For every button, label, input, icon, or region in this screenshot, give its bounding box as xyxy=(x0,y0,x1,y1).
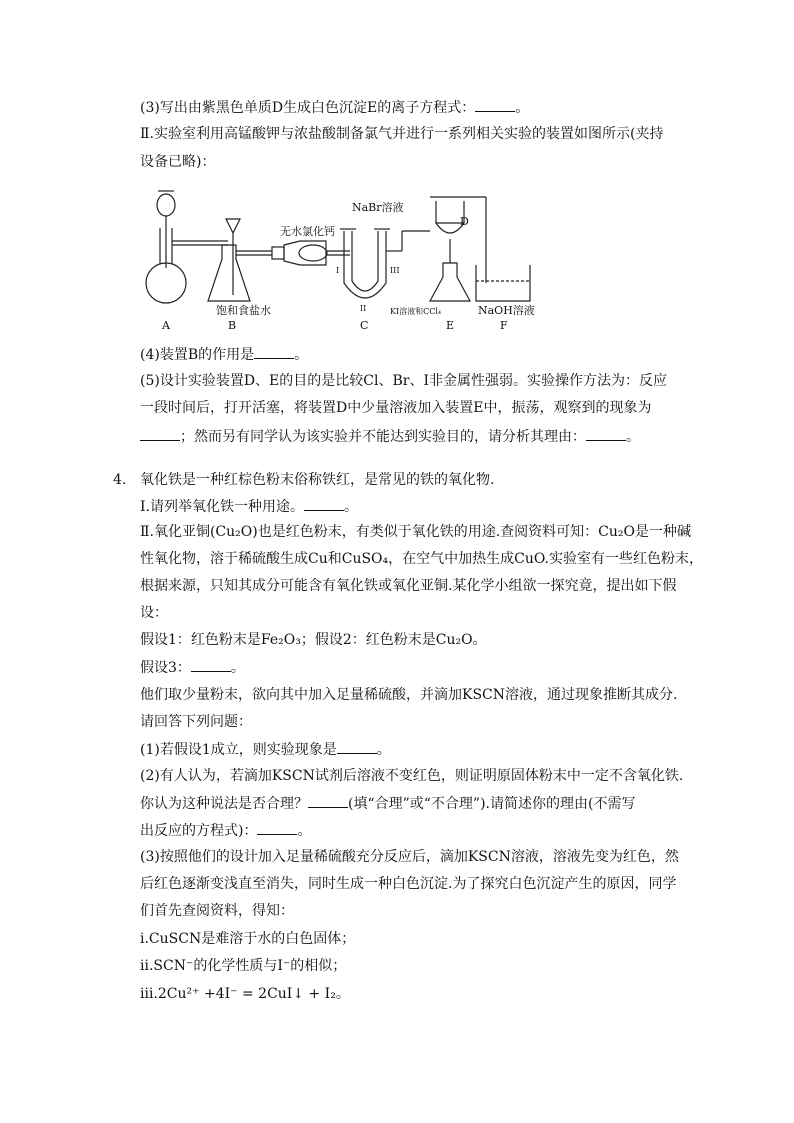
label-ki: KI溶液和CCl₄ xyxy=(390,307,442,316)
q3-part5-line1: (5)设计实验装置D、E的目的是比较Cl、Br、I非金属性强弱。实验操作方法为：反应 xyxy=(140,373,667,389)
q4-partII-line4: 设： xyxy=(140,605,168,621)
apparatus-E-flask xyxy=(430,263,470,301)
q4-intro: 氧化铁是一种红棕色粉末俗称铁红，是常见的铁的氧化物. xyxy=(140,472,495,488)
q3-partII-line2: 设备已略)： xyxy=(140,154,216,170)
q4-partII-line2: 性氧化物，溶于稀硫酸生成Cu和CuSO₄，在空气中加热生成CuO.实验室有一些红色粉末， xyxy=(140,551,703,567)
label-B: B xyxy=(228,319,237,332)
q4-sub2-end: 。 xyxy=(297,823,312,839)
q4-ask: 请回答下列问题： xyxy=(140,714,252,730)
label-D: D xyxy=(460,215,469,228)
q4-sub2-line3 xyxy=(140,820,311,841)
q3-part3-text: (3)写出由紫黑色单质D生成白色沉淀E的离子方程式： xyxy=(140,100,476,116)
q4-sub1-text: (1)若假设1成立，则实验现象是 xyxy=(140,742,337,758)
drying-tube xyxy=(272,241,350,265)
q4-hyp3-end: 。 xyxy=(230,660,245,676)
q3-partII-line1: Ⅱ.实验室利用高锰酸钾与浓盐酸制备氯气并进行一系列相关实验的装置如图所示(夹持 xyxy=(140,126,664,142)
answer-blank[interactable] xyxy=(586,426,626,441)
label-port-II: II xyxy=(360,304,367,313)
answer-blank[interactable] xyxy=(191,657,231,672)
q4-partI-end: 。 xyxy=(343,499,358,515)
q3-part4-text: (4)装置B的作用是 xyxy=(140,347,255,363)
apparatus-F-beaker xyxy=(476,265,530,301)
q4-sub2-line1: (2)有人认为，若滴加KSCN试剂后溶液不变红色，则证明原固体粉末中一定不含氧化铁. xyxy=(140,768,684,784)
label-C: C xyxy=(360,319,369,332)
q4-partII-line1: Ⅱ.氧化亚铜(Cu₂O)也是红色粉末，有类似于氧化铁的用途.查阅资料可知：Cu₂O是一种碱 xyxy=(140,524,691,540)
q4-sub2-text: 你认为这种说法是否合理？ xyxy=(140,796,308,812)
apparatus-A-flask xyxy=(146,191,210,303)
q3-part5-line2: 一段时间后，打开活塞，将装置D中少量溶液加入装置E中，振荡，观察到的现象为 xyxy=(140,400,652,416)
label-E: E xyxy=(446,319,455,332)
q4-info-i: ⅰ.CuSCN是难溶于水的白色固体； xyxy=(140,931,356,947)
q4-partI xyxy=(140,496,358,517)
answer-blank[interactable] xyxy=(257,820,297,835)
q4-hyp3-text: 假设3： xyxy=(140,660,191,676)
q4-partII-line3: 根据来源，只知其成分可能含有氧化铁或氧化亚铜.某化学小组欲一探究竟，提出如下假 xyxy=(140,578,677,594)
q3-part5-line3 xyxy=(140,426,640,447)
q4-method: 他们取少量粉末，欲向其中加入足量稀硫酸，并滴加KSCN溶液，通过现象推断其成分. xyxy=(140,687,678,703)
q4-partI-text: Ⅰ.请列举氧化铁一种用途。 xyxy=(140,499,304,515)
answer-blank[interactable] xyxy=(337,739,377,754)
label-naoh: NaOH溶液 xyxy=(478,304,535,317)
q3-part5-text: ；然而另有同学认为该实验并不能达到实验目的，请分析其理由： xyxy=(180,429,586,445)
q3-part5-end: 。 xyxy=(626,429,640,445)
q4-sub2-line2 xyxy=(140,793,635,814)
label-A: A xyxy=(162,319,170,332)
q4-sub3-line1: (3)按照他们的设计加入足量稀硫酸充分反应后，滴加KSCN溶液，溶液先变为红色，然 xyxy=(140,849,679,865)
q4-sub1 xyxy=(140,739,391,760)
q4-info-ii: ⅱ.SCN⁻的化学性质与I⁻的相似； xyxy=(140,958,347,974)
q4-sub2-text2: (填“合理”或“不合理”).请简述你的理由(不需写 xyxy=(348,796,636,812)
q3-part3-end: 。 xyxy=(515,100,530,116)
q4-sub3-line3: 们首先查阅资料，得知： xyxy=(140,903,294,919)
answer-blank[interactable] xyxy=(304,496,344,511)
q3-part4-end: 。 xyxy=(294,347,309,363)
q3-part4 xyxy=(140,344,308,365)
apparatus-B-flask xyxy=(208,219,272,301)
apparatus-D-funnel xyxy=(402,197,486,283)
q4-hypothesis3 xyxy=(140,657,245,678)
label-saline: 饱和食盐水 xyxy=(216,304,271,317)
apparatus-C-u-tube xyxy=(340,229,402,298)
q4-hypotheses: 假设1：红色粉末是Fe₂O₃；假设2：红色粉末是Cu₂O。 xyxy=(140,632,487,648)
q4-sub3-line2: 后红色逐渐变浅直至消失，同时生成一种白色沉淀.为了探究白色沉淀产生的原因，同学 xyxy=(140,876,677,892)
answer-blank[interactable] xyxy=(254,344,294,359)
label-F: F xyxy=(500,319,508,332)
label-port-I: I xyxy=(336,266,340,275)
q4-info-iii: ⅲ.2Cu²⁺ +4I⁻ = 2CuI↓ + I₂。 xyxy=(140,986,350,1002)
label-port-III: III xyxy=(390,266,400,275)
answer-blank[interactable] xyxy=(308,793,348,808)
q4-sub2-text3: 出反应的方程式)： xyxy=(140,823,258,839)
apparatus-diagram xyxy=(140,183,560,333)
answer-blank[interactable] xyxy=(475,97,515,112)
answer-blank[interactable] xyxy=(140,426,180,441)
question-number: 4. xyxy=(113,472,127,488)
label-nabr: NaBr溶液 xyxy=(352,201,404,214)
q4-sub1-end: 。 xyxy=(376,742,391,758)
label-cacl2: 无水氯化钙 xyxy=(280,225,335,238)
q3-part3 xyxy=(140,97,529,118)
